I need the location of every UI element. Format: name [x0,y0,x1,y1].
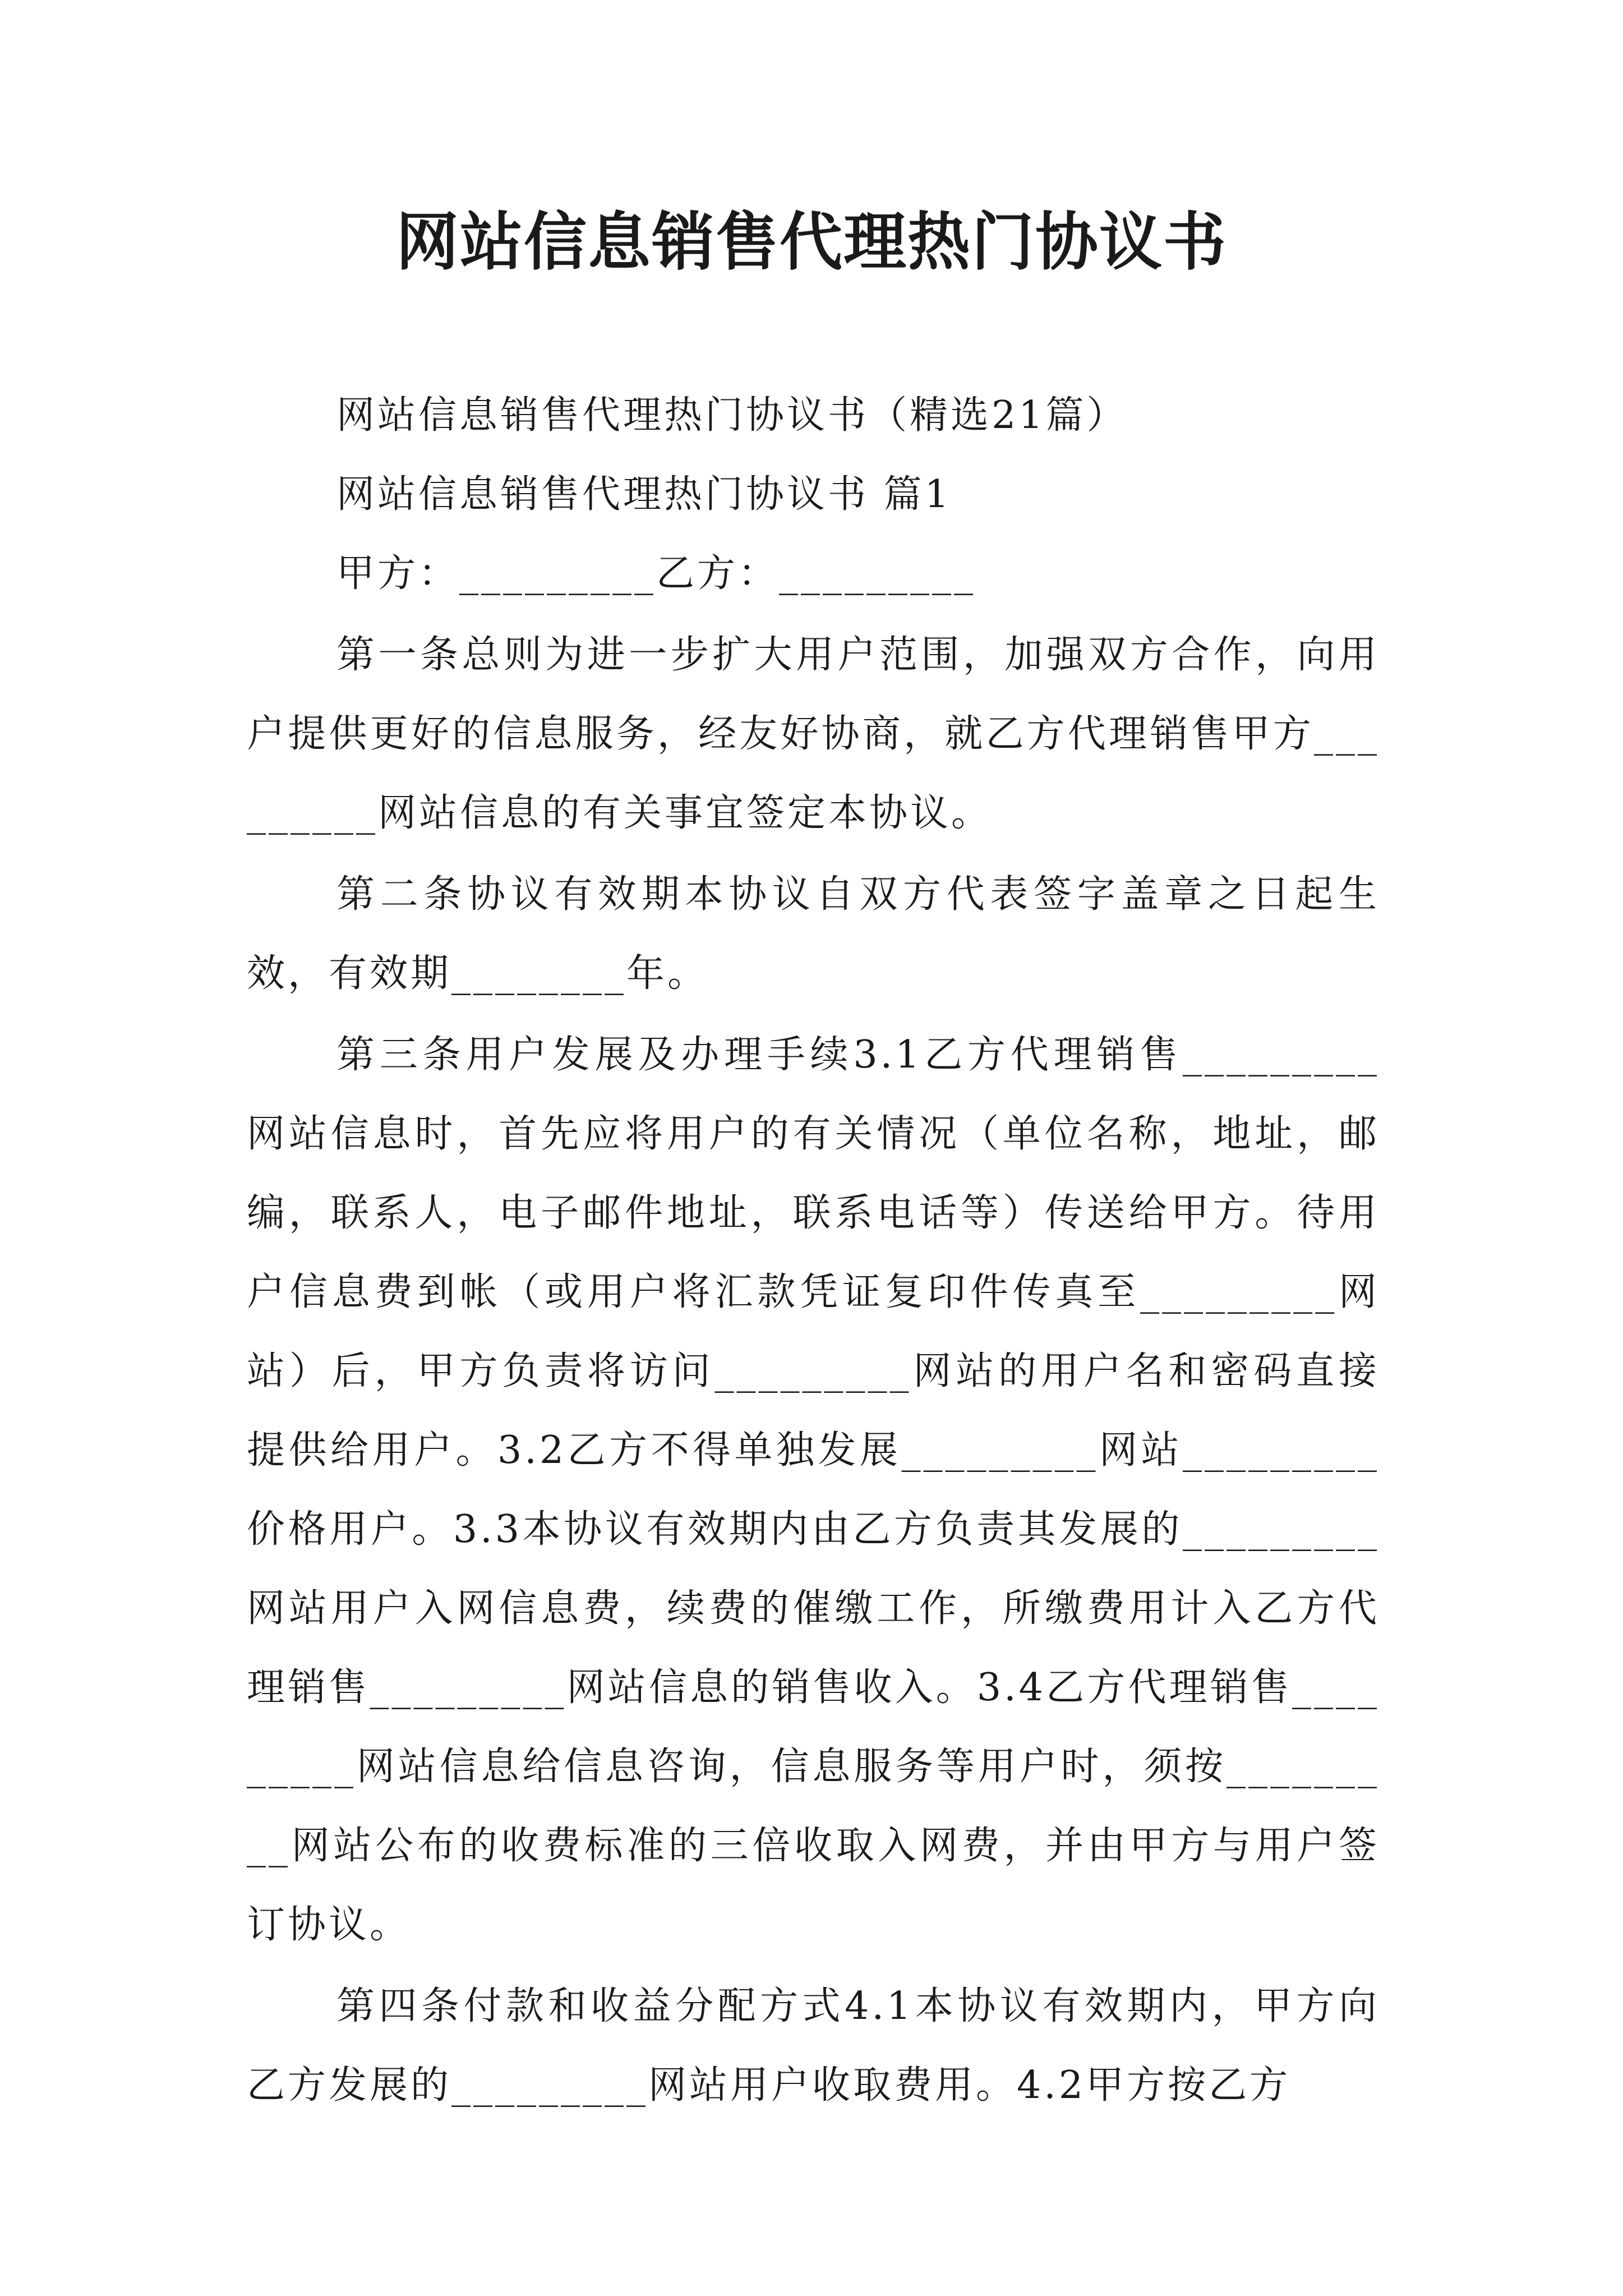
clause-4: 第四条付款和收益分配方式4.1本协议有效期内，甲方向乙方发展的_________网站用户收取费用。4.2甲方按乙方 [247,1984,1380,2108]
document-body [247,376,1380,2125]
clause-1: 第一条总则为进一步扩大用户范围，加强双方合作，向用户提供更好的信息服务，经友好协商，就乙方代理销售甲方_________网站信息的有关事宜签定本协议。 [247,633,1380,835]
clause-3: 第三条用户发展及办理手续3.1乙方代理销售_________网站信息时，首先应将用户的有关情况（单位名称，地址，邮编，联系人，电子邮件地址，联系电话等）传送给甲方。待用户信息费到帐（或用户将汇款凭证复印件传真至_________网站）后，甲方负责将访问_________网站的用户名和密码直接提供给用户。3.2乙方不得单独发展_________网站_________价格用户。3.3本协议有效期内由乙方负责其发展的_________网站用户入网信息费，续费的催缴工作，所缴费用计入乙方代理销售_________网站信息的销售收入。3.4乙方代理销售_________网站信息给信息咨询，信息服务等用户时，须按_________网站公布的收费标准的三倍收取入网费，并由甲方与用户签订协议。 [247,1033,1380,1947]
document-subtitle: 网站信息销售代理热门协议书（精选21篇） [336,393,1128,438]
clause-2: 第二条协议有效期本协议自双方代表签字盖章之日起生效，有效期________年。 [247,872,1380,996]
document-title: 网站信息销售代理热门协议书 [396,205,1227,279]
section-heading: 网站信息销售代理热门协议书 篇1 [336,472,952,517]
party-line: 甲方：_________乙方：_________ [336,551,976,596]
